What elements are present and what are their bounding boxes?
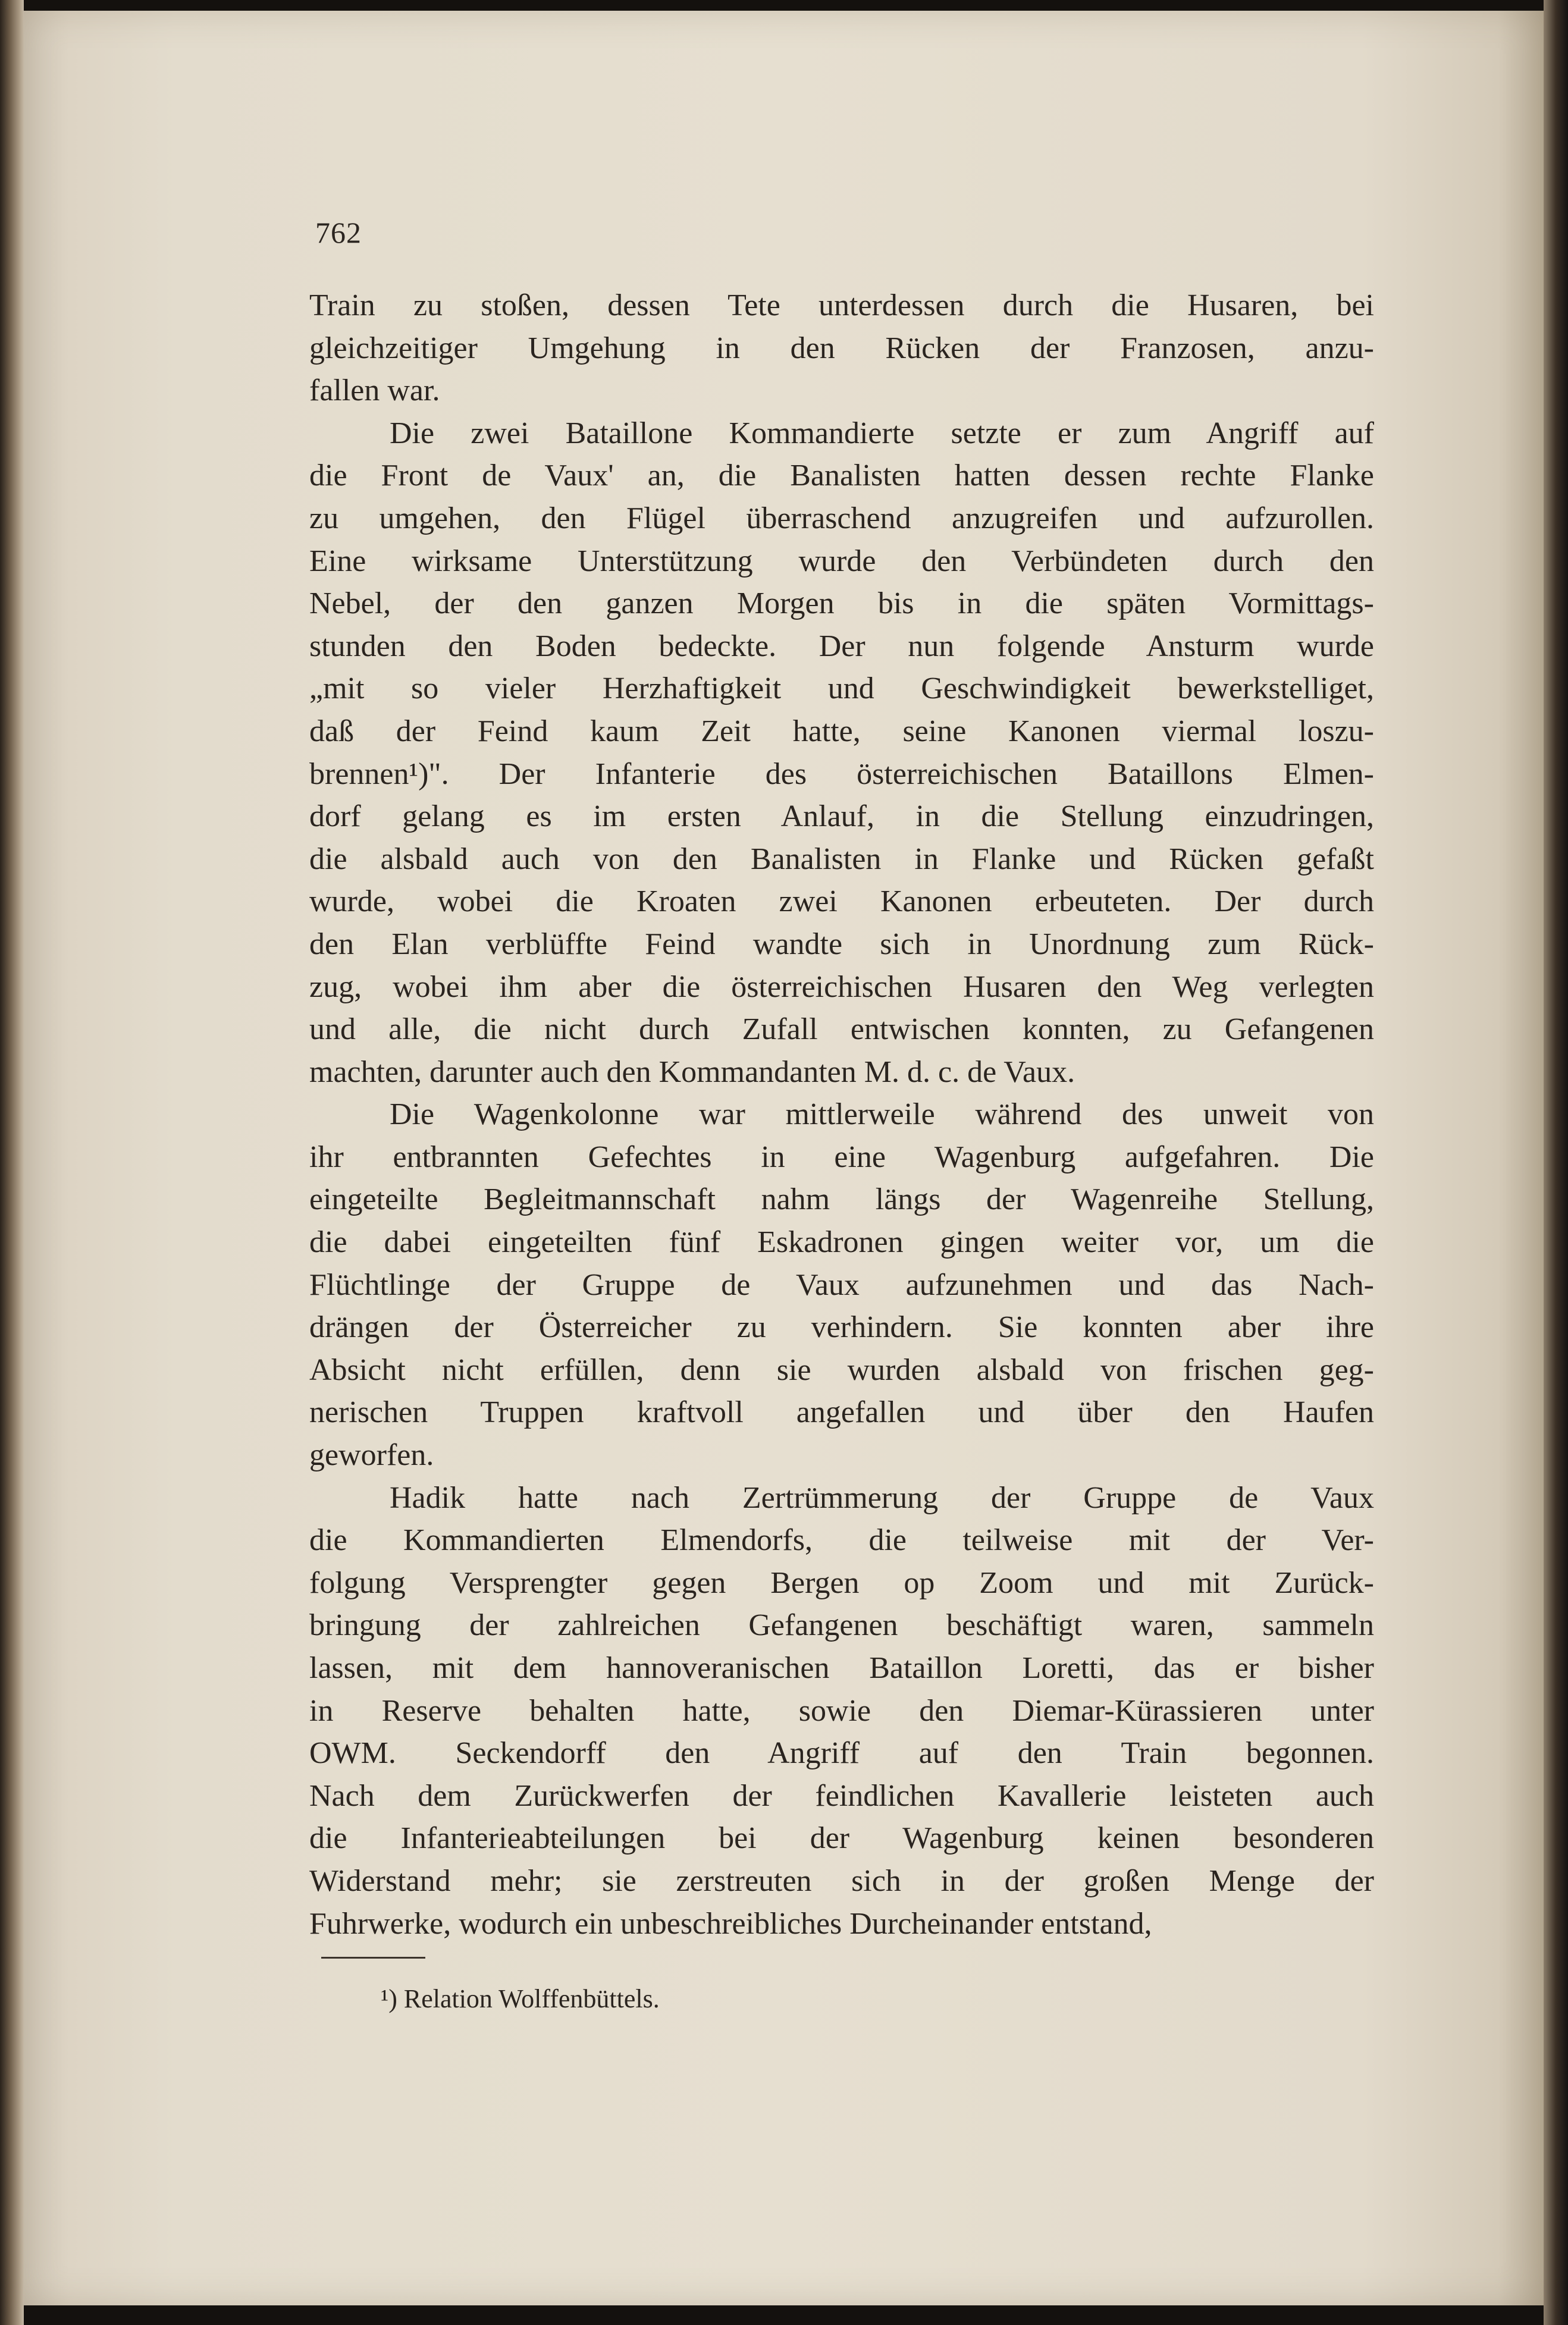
text-line: die alsbald auch von den Banalisten in Flanke und Rücken gefaßt: [309, 842, 1374, 876]
text-line: Nebel, der den ganzen Morgen bis in die späten Vormittags-: [309, 586, 1374, 621]
text-line: lassen, mit dem hannoveranischen Bataillon Loretti, das er bisher: [309, 1651, 1374, 1685]
text-line: machten, darunter auch den Kommandanten M. d. c. de Vaux.: [309, 1055, 1075, 1089]
footnote: ¹) Relation Wolffenbüttels.: [381, 1984, 660, 2013]
text-line: nerischen Truppen kraftvoll angefallen und über den Haufen: [309, 1395, 1374, 1430]
text-line: zu umgehen, den Flügel überraschend anzugreifen und aufzurollen.: [309, 501, 1374, 535]
text-line: in Reserve behalten hatte, sowie den Diemar-Kürassieren unter: [309, 1693, 1374, 1728]
text-line: zug, wobei ihm aber die österreichischen Husaren den Weg verlegten: [309, 969, 1374, 1004]
text-line: eingeteilte Begleitmannschaft nahm längs der Wagenreihe Stellung,: [309, 1182, 1374, 1217]
text-line: Die zwei Bataillone Kommandierte setzte er zum Angriff auf: [390, 416, 1374, 450]
book-edge-right: [1544, 0, 1568, 2325]
text-line: gleichzeitiger Umgehung in den Rücken der Franzosen, anzu-: [309, 331, 1374, 365]
text-line: die Infanterieabteilungen bei der Wagenburg keinen besonderen: [309, 1821, 1374, 1856]
text-line: geworfen.: [309, 1438, 434, 1473]
text-line: Widerstand mehr; sie zerstreuten sich in der großen Menge der: [309, 1863, 1374, 1898]
footnote-rule: [321, 1957, 425, 1959]
text-line: stunden den Boden bedeckte. Der nun folgende Ansturm wurde: [309, 629, 1374, 663]
book-edge-left: [0, 0, 24, 2325]
text-line: fallen war.: [309, 374, 440, 408]
text-line: daß der Feind kaum Zeit hatte, seine Kanonen viermal loszu-: [309, 714, 1374, 748]
text-line: Absicht nicht erfüllen, denn sie wurden alsbald von frischen geg-: [309, 1353, 1374, 1387]
text-line: die dabei eingeteilten fünf Eskadronen gingen weiter vor, um die: [309, 1225, 1374, 1260]
text-line: bringung der zahlreichen Gefangenen beschäftigt waren, sammeln: [309, 1608, 1374, 1643]
text-line: OWM. Seckendorff den Angriff auf den Train begonnen.: [309, 1736, 1374, 1771]
text-line: Train zu stoßen, dessen Tete unterdessen durch die Husaren, bei: [309, 288, 1374, 322]
text-line: „mit so vieler Herzhaftigkeit und Geschwindigkeit bewerkstelliget,: [309, 672, 1374, 706]
text-line: ihr entbrannten Gefechtes in eine Wagenburg aufgefahren. Die: [309, 1140, 1374, 1174]
text-line: Nach dem Zurückwerfen der feindlichen Kavallerie leisteten auch: [309, 1778, 1374, 1813]
text-line: Hadik hatte nach Zertrümmerung der Gruppe de Vaux: [390, 1480, 1374, 1515]
text-line: Eine wirksame Unterstützung wurde den Verbündeten durch den: [309, 544, 1374, 578]
text-line: die Kommandierten Elmendorfs, die teilweise mit der Ver-: [309, 1523, 1374, 1558]
text-line: folgung Versprengter gegen Bergen op Zoom und mit Zurück-: [309, 1565, 1374, 1600]
text-line: dorf gelang es im ersten Anlauf, in die Stellung einzudringen,: [309, 799, 1374, 834]
body-text: [309, 284, 1374, 1945]
text-line: drängen der Österreicher zu verhindern. Sie konnten aber ihre: [309, 1310, 1374, 1345]
page-number: 762: [315, 216, 362, 249]
text-line: Die Wagenkolonne war mittlerweile während des unweit von: [390, 1097, 1374, 1132]
text-line: Flüchtlinge der Gruppe de Vaux aufzunehmen und das Nach-: [309, 1267, 1374, 1302]
text-line: die Front de Vaux' an, die Banalisten hatten dessen rechte Flanke: [309, 459, 1374, 493]
text-line: und alle, die nicht durch Zufall entwischen konnten, zu Gefangenen: [309, 1012, 1374, 1047]
text-line: den Elan verblüffte Feind wandte sich in Unordnung zum Rück-: [309, 927, 1374, 961]
text-line: Fuhrwerke, wodurch ein unbeschreibliches Durcheinander entstand,: [309, 1906, 1152, 1941]
text-line: wurde, wobei die Kroaten zwei Kanonen erbeuteten. Der durch: [309, 884, 1374, 919]
text-line: brennen¹)". Der Infanterie des österreichischen Bataillons Elmen-: [309, 757, 1374, 791]
